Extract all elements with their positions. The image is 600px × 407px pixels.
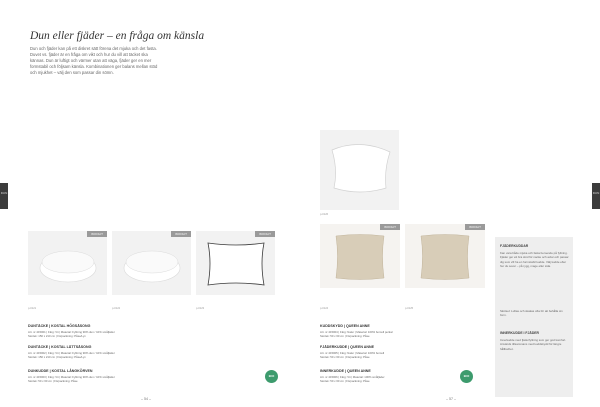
photo-caption: p-0121: [28, 307, 37, 310]
sidebar-text: Innerkudde med fjäderfyllning som ger god komfort. Används tillsammans med kuddskydd för längre hållbarhet.: [500, 338, 567, 351]
product-details: Art. nr 415002 | Färg: Vit | Material: Fyllning 90% dun / 10% småfjäder: [28, 351, 115, 355]
product-badge: WOOLIT: [87, 231, 107, 237]
product-details: Storlek: 50 x 60 cm | Förpackning: Påse: [28, 379, 78, 383]
sidebar-text: Skötsel: Luftas och skakas ofta för att behålla sin form.: [500, 309, 563, 318]
eco-label-text: ECO: [463, 374, 470, 378]
product-photo: [28, 231, 107, 295]
photo-caption: p-0125: [405, 307, 414, 310]
product-details: Storlek: 150 x 210 cm | Förpackning: Påse/Lyx: [28, 355, 86, 359]
sidebar-heading: FJÄDERKUDDAR: [500, 244, 529, 248]
product-badge: WOOLIT: [380, 224, 400, 230]
product-details: Storlek: 50 x 60 cm | Förpackning: Påse: [320, 334, 370, 338]
product-details: Art. nr 415001 | Färg: Vit | Material: Fyllning 90% dun / 10% småfjäder: [28, 330, 115, 334]
product-details: Storlek: 50 x 60 cm | Förpackning: Påse: [320, 379, 370, 383]
product-photo: [405, 224, 485, 288]
product-badge: WOOLIT: [255, 231, 275, 237]
sidebar-text: Kan vara både mjuka och fasta beroende på fyllning. Fjäder ger ett bra stöd för nacke och axlar och passar dig som vill ha en formstabil kudde. Välj kudde efter hur du sover – på rygg, mage eller sida.: [500, 251, 569, 268]
product-title: DUNTÄCKE | KOSTAL LÄTTSÄSONG: [28, 345, 92, 349]
eco-label-icon: [460, 370, 473, 383]
pillow-image: [320, 130, 399, 210]
product-details: Art. nr 415005 | Färg: Natur | Material: 100% bomull: [320, 351, 385, 355]
product-badge: WOOLIT: [171, 231, 191, 237]
page-title: Dun eller fjäder – en fråga om känsla: [30, 30, 205, 42]
product-photo: [320, 224, 400, 288]
page-number: – 54 –: [141, 397, 151, 401]
product-title: DUNKUDDE | KOSTAL LÅNGKÖRVEN: [28, 369, 93, 373]
pillow-image: [405, 224, 485, 288]
info-sidebar: [495, 237, 573, 397]
product-details: Art. nr 415006 | Färg: Vit | Material: 100% småfjäder: [320, 375, 385, 379]
sidebar-heading: INNERKUDDE I FJÄDER: [500, 331, 539, 335]
product-title: INNERKUDDE | QUEEN ANNE: [320, 369, 371, 373]
product-photo: [320, 130, 399, 210]
eco-label-text: ECO: [268, 374, 275, 378]
product-details: Art. nr 415004 | Färg: Natur | Material: 100% bomull perkal: [320, 330, 393, 334]
product-title: KUDDSKYDD | QUEEN ANNE: [320, 324, 370, 328]
pillow-image: [196, 231, 275, 295]
left-page-tab: [0, 183, 8, 209]
duvet-image: [112, 231, 191, 295]
product-photo: [196, 231, 275, 295]
page-number: – 57 –: [446, 397, 456, 401]
product-title: FJÄDERKUDDE | QUEEN ANNE: [320, 345, 374, 349]
photo-caption: p-0123: [196, 307, 205, 310]
product-details: Art. nr 415003 | Färg: Vit | Material: Fyllning 90% dun / 10% småfjäder: [28, 375, 115, 379]
photo-caption: p-0124: [320, 307, 329, 310]
duvet-image: [28, 231, 107, 295]
right-page-tab: [592, 183, 600, 209]
eco-label-icon: [265, 370, 278, 383]
product-photo: [112, 231, 191, 295]
product-details: Storlek: 150 x 210 cm | Förpackning: Påse/Lyx: [28, 334, 86, 338]
right-page-tab-label: DUN: [592, 191, 600, 195]
photo-caption: p-0122: [112, 307, 121, 310]
photo-caption: p-0126: [320, 213, 329, 216]
product-title: DUNTÄCKE | KOSTAL HÖGSÄSONG: [28, 324, 91, 328]
left-page-tab-label: DUN: [0, 191, 8, 195]
pillow-image: [320, 224, 400, 288]
product-badge: WOOLIT: [465, 224, 485, 230]
intro-text: Dun och fjäder kan på ett diskret sätt förena det mjuka och det fasta. Duvet vs. fjäder är en fråga om vikt och hur du vill att täcket ska kännas. Dun är luftigt och värmer utan att väga, fjäder ger en mer formstabil och följsam känsla. Kombinationen ger balans mellan stöd och mjukhet – välj den som passar din sömn.: [30, 46, 158, 76]
product-details: Storlek: 50 x 60 cm | Förpackning: Påse: [320, 355, 370, 359]
